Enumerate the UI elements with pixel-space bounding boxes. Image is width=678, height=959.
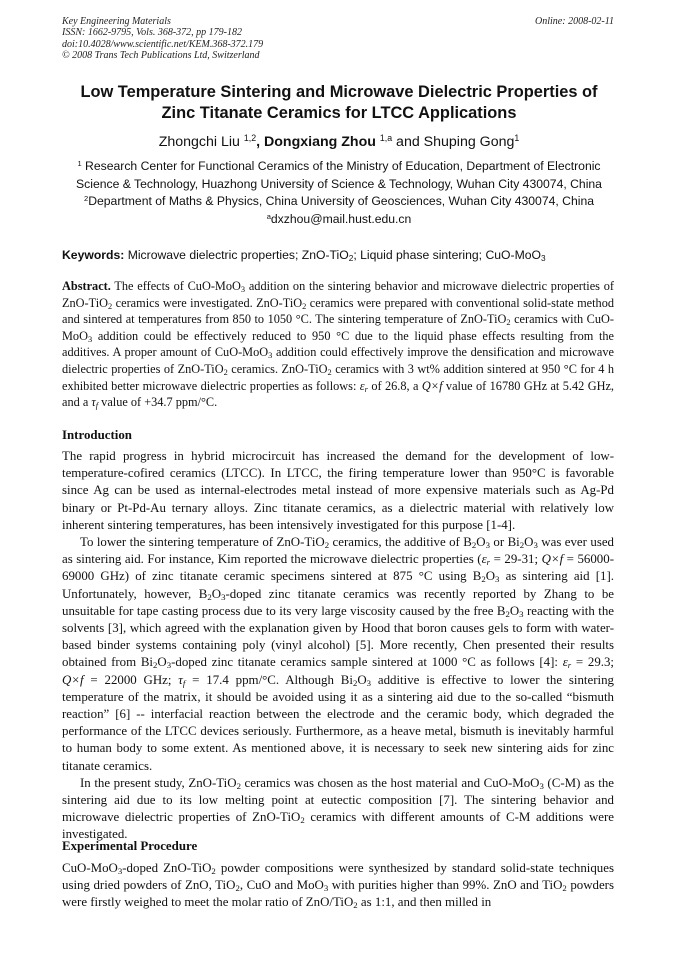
abstract-label: Abstract. xyxy=(62,279,111,293)
experimental-heading: Experimental Procedure xyxy=(62,839,198,853)
intro-paragraph-1: The rapid progress in hybrid microcircuit has increased the demand for the development of low-temperature-cofired ceramics (LTCC). In LTCC, the firing temperature lower than 950°C is favorable since Ag can be used as internal-electrodes metal instead of more expensive materials such as Ag-Pd binary or Pt-Pd-Au ternary alloys. Zinc titanate ceramics, as a dielectric material with relatively low inherent sintering temperatures, has been intensively investigated for this purpose [1-4]. xyxy=(62,449,614,532)
author-2: , Dongxiang Zhou xyxy=(256,134,376,150)
keywords: Keywords: Microwave dielectric properties; ZnO-TiO$_2$; Liquid phase sintering; CuO-MoO$_3$ xyxy=(62,248,546,264)
author-3: and Shuping Gong xyxy=(392,134,515,150)
author-list: Zhongchi Liu $^{1,2}$, Dongxiang Zhou $^{1,a}$ and Shuping Gong$^1$ xyxy=(158,133,520,150)
intro-paragraph-2: To lower the sintering temperature of ZnO-TiO$_2$ ceramics, the additive of $B_2O_3$ or $Bi_2O_3$ was ever used as sintering aid. For instance, Kim reported the microwave dielectric properties ($\varepsilon_r = 29-31$; Q×f = 56000-69000 GHz) of zinc titanate ceramic specimens sintered at 875 °C using $B_2O_3$ as sintering aid [1]. Unfortunately, however, $B_2O_3$-doped zinc titanate ceramics was recently reported by Zhang to be unsuitable for tape casting process due to its very large viscosity caused by the free $B_2O_3$ reacting with the solvents [3], which agreed with the explanation given by Hood that boron causes gels to form with water-based binder systems containing poly (vinyl alcohol) [5]. More recently, Chen presented their results obtained from $Bi_2O_3$-doped zinc titanate ceramics sample sintered at 1000 °C as follows [4]: $\varepsilon_r = 29.3$; Q×f = 22000 GHz; $\tau_f = 17.4$ ppm/°C. Although $Bi_2O_3$ additive is effective to lower the sintering temperature of the matrix, it should be avoided using it as a sintering aid due to the so-called “bismuth reaction” [6] -- interfacial reaction between the electrode and the ceramic body, which degraded the performance of the LTCC devices seriously. Furthermore, as a heave metal, bismuth is inevitably harmful to human body to some extent. As mentioned above, it is necessary to seek new sintering aids for zinc titanate ceramics. xyxy=(62,535,615,773)
running-header xyxy=(62,16,614,61)
issn-line: ISSN: 1662-9795, Vols. 368-372, pp 179-182 xyxy=(62,27,242,39)
paper-title xyxy=(40,82,638,124)
journal-name: Key Engineering Materials xyxy=(62,16,171,27)
author-1: Zhongchi Liu xyxy=(158,134,240,150)
keywords-label: Keywords: xyxy=(62,248,125,262)
copyright-line: © 2008 Trans Tech Publications Ltd, Switzerland xyxy=(62,49,260,61)
abstract: Abstract. The effects of CuO-MoO$_3$ addition on the sintering behavior and microwave dielectric properties of ZnO-TiO$_2$ ceramics were investigated. ZnO-TiO$_2$ ceramics were prepared with conventional solid-state method and sintered at temperatures from 850 to 1050 °C. The sintering temperature of ZnO-TiO$_2$ ceramics with CuO-MoO$_3$ addition could be effectively reduced to 950 °C due to the liquid phase effects resulting from the additives. A proper amount of CuO-MoO$_3$ addition could effectively improve the densification and microwave dielectric properties of ZnO-TiO$_2$ ceramics. ZnO-TiO$_2$ ceramics with 3 wt% addition sintered at 950 °C for 4 h exhibited better microwave dielectric properties as follows: $\varepsilon_r$ of 26.8, a Q×f value of 16780 GHz at 5.42 GHz, and a $\tau_f$ value of +34.7 ppm/°C. xyxy=(62,279,614,411)
introduction-heading: Introduction xyxy=(62,428,132,442)
intro-paragraph-3: In the present study, ZnO-TiO$_2$ ceramics was chosen as the host material and CuO-MoO$_3$ (C-M) as the sintering aid due to its low melting point at eutectic composition [7]. The sintering behavior and microwave dielectric properties of ZnO-TiO$_2$ ceramics with different amounts of C-M additions were investigated. xyxy=(62,775,615,842)
doi-line: doi:10.4028/www.scientific.net/KEM.368-372.179 xyxy=(62,38,264,50)
affiliation-1: $^1$ Research Center for Functional Ceramics of the Ministry of Education, Department of Electronic Science & Technology, Huazhong University of Science & Technology, Wuhan City 430074, China xyxy=(76,158,602,191)
title-line-2: Zinc Titanate Ceramics for LTCC Applications xyxy=(161,104,517,122)
author-email: $^a$dxzhou@mail.hust.edu.cn xyxy=(266,211,412,226)
experimental-body: CuO-MoO$_3$-doped ZnO-TiO$_2$ powder compositions were synthesized by standard solid-state techniques using dried powders of ZnO, TiO$_2$, CuO and MoO$_3$ with purities higher than 99%. ZnO and TiO$_2$ powders were firstly weighed to meet the molar ratio of ZnO/TiO$_2$ as 1:1, and then milled in xyxy=(62,861,614,911)
affiliation-2: $^2$Department of Maths & Physics, China University of Geosciences, Wuhan City 430074, China xyxy=(84,193,594,208)
title-line-1: Low Temperature Sintering and Microwave Dielectric Properties of xyxy=(80,83,598,101)
introduction-body xyxy=(62,448,614,844)
online-date: Online: 2008-02-11 xyxy=(535,16,614,27)
